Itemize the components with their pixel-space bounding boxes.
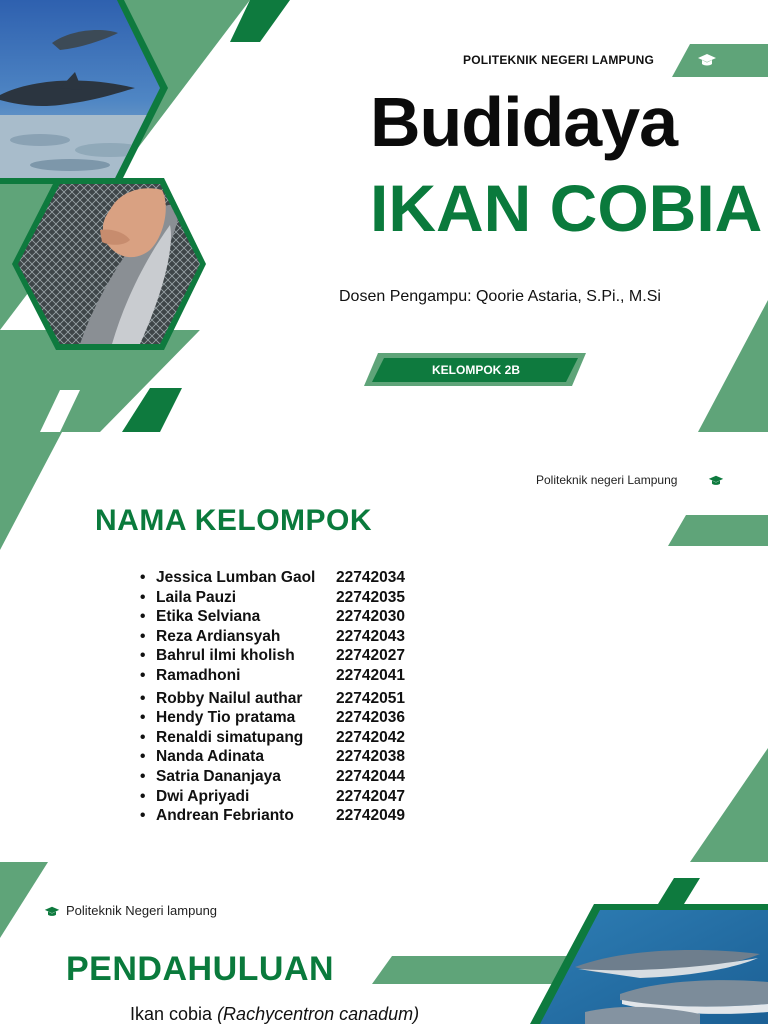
list-item: • Bahrul ilmi kholish 22742027	[140, 647, 405, 665]
institution-name-small: Politeknik negeri Lampung	[536, 473, 678, 487]
list-item: • Reza Ardiansyah 22742043	[140, 627, 405, 645]
list-item: • Renaldi simatupang 22742042	[140, 728, 405, 746]
members-heading: NAMA KELOMPOK	[95, 504, 373, 537]
list-item: • Robby Nailul authar 22742051	[140, 689, 405, 707]
members-list	[140, 568, 405, 826]
intro-text-prefix: Ikan cobia	[130, 1004, 218, 1024]
institution-name: POLITEKNIK NEGERI LAMPUNG	[463, 53, 655, 67]
list-item: • Jessica Lumban Gaol 22742034	[140, 569, 405, 586]
title-line-1: Budidaya	[370, 83, 678, 161]
lecturer-name: Dosen Pengampu: Qoorie Astaria, S.Pi., M.Si	[339, 288, 661, 305]
list-item: • Laila Pauzi 22742035	[140, 588, 405, 606]
group-badge	[0, 0, 768, 432]
intro-heading: PENDAHULUAN	[66, 950, 335, 988]
list-item: • Ramadhoni 22742041	[140, 666, 405, 684]
members-slide	[0, 432, 768, 862]
list-item: • Satria Dananjaya 22742044	[140, 767, 405, 785]
list-item: • Dwi Apriyadi 22742047	[140, 787, 405, 805]
title-line-2: IKAN COBIA	[370, 171, 763, 245]
list-item: • Etika Selviana 22742030	[140, 608, 405, 626]
cobia-fish-school-photo	[0, 862, 768, 1024]
list-item: • Nanda Adinata 22742038	[140, 748, 405, 766]
intro-slide	[0, 862, 768, 1024]
institution-name-small: Politeknik Negeri lampung	[66, 903, 218, 918]
graduation-cap-icon	[44, 905, 60, 918]
graduation-cap-icon	[708, 474, 724, 487]
list-item: • Andrean Febrianto 22742049	[140, 807, 405, 825]
cover-slide	[0, 0, 768, 432]
group-badge-label: KELOMPOK 2B	[432, 363, 521, 377]
intro-text	[130, 1004, 419, 1024]
species-name: (Rachycentron canadum)	[217, 1004, 420, 1024]
list-item: • Hendy Tio pratama 22742036	[140, 709, 405, 727]
